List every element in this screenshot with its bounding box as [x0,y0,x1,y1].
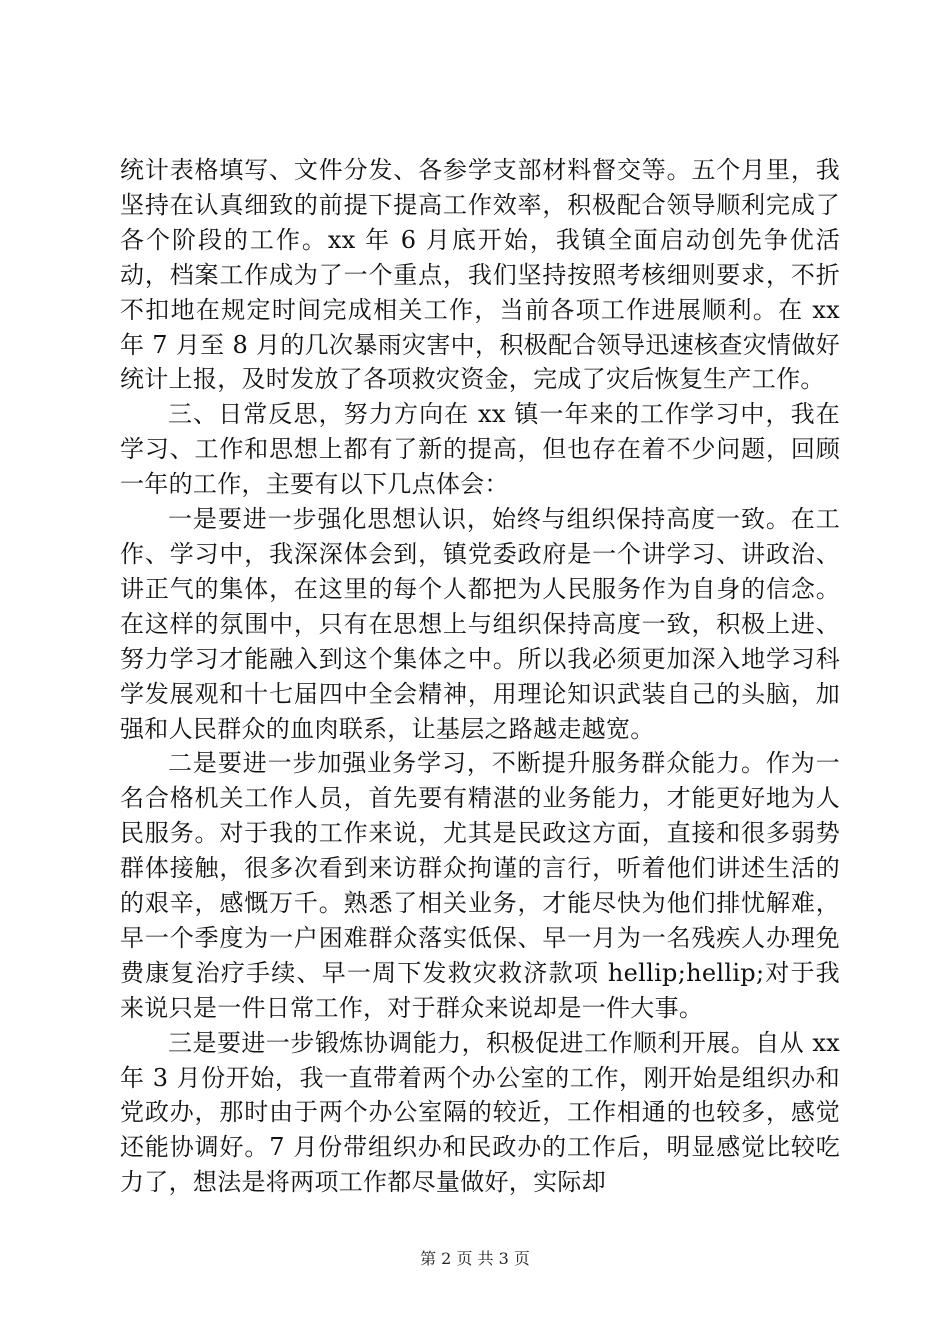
paragraph-5: 三是要进一步锻炼协调能力，积极促进工作顺利开展。自从 xx 年 3 月份开始，我一直带着两个办公室的工作，刚开始是组织办和党政办，那时由于两个办公室隔的较近，工作相通的也较多，感觉还能协调好。7 月份带组织办和民政办的工作后，明显感觉比较吃力了，想法是将两项工作都尽量做好，实际却 [120,1028,840,1197]
paragraph-4: 二是要进一步加强业务学习，不断提升服务群众能力。作为一名合格机关工作人员，首先要有精湛的业务能力，才能更好地为人民服务。对于我的工作来说，尤其是民政这方面，直接和很多弱势群体接触，很多次看到来访群众拘谨的言行，听着他们讲述生活的的艰辛，感慨万千。熟悉了相关业务，才能尽快为他们排忧解难，早一个季度为一户困难群众落实低保、早一月为一名残疾人办理免费康复治疗手续、早一周下发救灾救济款项 hellip;hellip;对于我来说只是一件日常工作，对于群众来说却是一件大事。 [120,749,840,1022]
paragraph-2: 三、日常反思，努力方向在 xx 镇一年来的工作学习中，我在学习、工作和思想上都有了新的提高，但也存在着不少问题，回顾一年的工作，主要有以下几点体会： [120,400,840,499]
page-number-footer: 第 2 页 共 3 页 [420,1249,530,1268]
document-body [120,153,840,1200]
paragraph-3: 一是要进一步强化思想认识，始终与组织保持高度一致。在工作、学习中，我深深体会到，镇党委政府是一个讲学习、讲政治、讲正气的集体，在这里的每个人都把为人民服务作为自身的信念。在这样的氛围中，只有在思想上与组织保持高度一致，积极上进、努力学习才能融入到这个集体之中。所以我必须更加深入地学习科学发展观和十七届四中全会精神，用理论知识武装自己的头脑，加强和人民群众的血肉联系，让基层之路越走越宽。 [120,505,840,743]
paragraph-1: 统计表格填写、文件分发、各参学支部材料督交等。五个月里，我坚持在认真细致的前提下提高工作效率，积极配合领导顺利完成了各个阶段的工作。xx 年 6 月底开始，我镇全面启动创先争优活动，档案工作成为了一个重点，我们坚持按照考核细则要求，不折不扣地在规定时间完成相关工作，当前各项工作进展顺利。在 xx 年 7 月至 8 月的几次暴雨灾害中，积极配合领导迅速核查灾情做好统计上报，及时发放了各项救灾资金，完成了灾后恢复生产工作。 [120,156,840,394]
